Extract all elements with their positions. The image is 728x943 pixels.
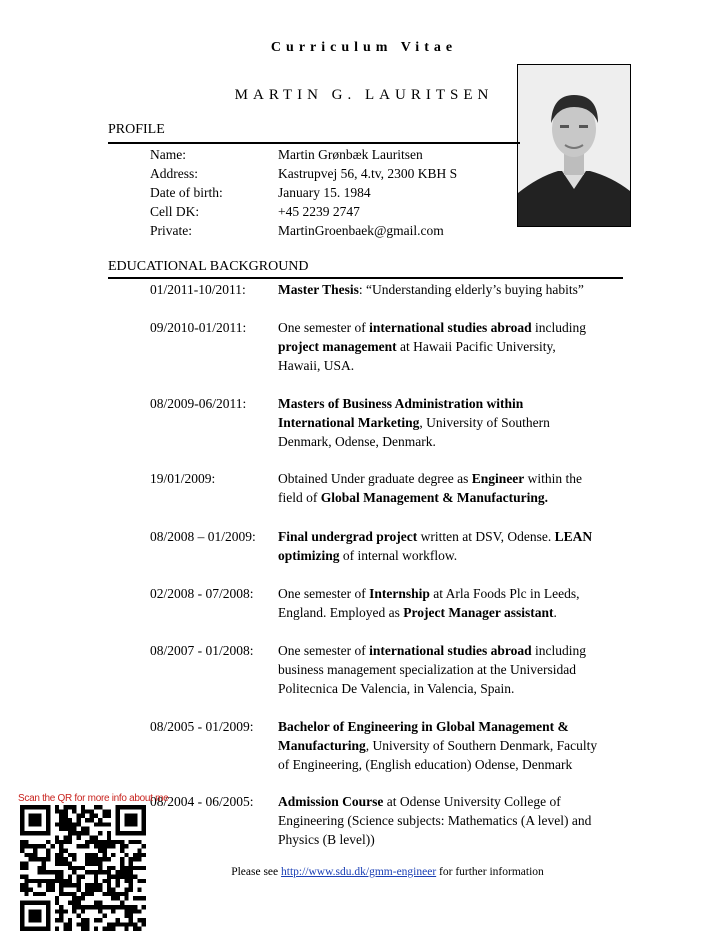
profile-label: Cell DK:	[150, 204, 200, 219]
profile-value: Kastrupvej 56, 4.tv, 2300 KBH S	[278, 166, 458, 181]
description-line	[278, 318, 623, 337]
emphasis-text: Manufacturing	[278, 738, 366, 753]
footer-text-after: for further information	[436, 866, 544, 878]
cv-title: Curriculum Vitae	[270, 40, 458, 55]
description-line	[278, 280, 623, 299]
emphasis-text: Admission Course	[278, 794, 384, 809]
profile-value: Martin Grønbæk Lauritsen	[278, 147, 423, 162]
education-heading: EDUCATIONAL BACKGROUND	[108, 259, 309, 274]
education-description	[278, 527, 623, 565]
profile-value: January 15. 1984	[278, 185, 371, 200]
footer-link[interactable]: http://www.sdu.dk/gmm-engineer	[281, 866, 437, 878]
education-date: 08/2008 – 01/2009:	[150, 529, 256, 544]
education-date: 08/2007 - 01/2008:	[150, 643, 254, 658]
description-line	[278, 432, 623, 451]
emphasis-text: Bachelor of Engineering in Global Management &	[278, 719, 569, 734]
candidate-name: MARTIN G. LAURITSEN	[234, 87, 494, 103]
description-line	[278, 603, 623, 622]
description-line	[278, 811, 623, 830]
emphasis-text: international studies abroad	[369, 643, 532, 658]
description-line	[278, 413, 623, 432]
qr-caption: Scan the QR for more info about me	[18, 793, 169, 804]
education-rule	[108, 277, 623, 279]
emphasis-text: Engineer	[471, 471, 525, 486]
profile-value: MartinGroenbaek@gmail.com	[278, 223, 444, 238]
education-date: 08/2005 - 01/2009:	[150, 719, 254, 734]
profile-rule	[108, 142, 520, 144]
description-line	[278, 584, 623, 603]
text-run: field of	[278, 490, 321, 505]
emphasis-text: optimizing	[278, 548, 340, 563]
description-line	[278, 356, 623, 375]
education-description	[278, 394, 623, 451]
education-date: 19/01/2009:	[150, 471, 216, 486]
emphasis-text: International Marketing	[278, 415, 420, 430]
profile-label: Address:	[150, 166, 198, 181]
text-run: Obtained Under graduate degree as	[278, 471, 472, 486]
description-line	[278, 337, 623, 356]
text-run: One semester of	[278, 320, 370, 335]
education-description	[278, 717, 623, 774]
education-date: 02/2008 - 07/2008:	[150, 586, 254, 601]
description-line	[278, 527, 623, 546]
education-description	[278, 280, 623, 299]
description-line	[278, 792, 623, 811]
education-description	[278, 792, 623, 849]
emphasis-text: Project Manager assistant	[403, 605, 554, 620]
description-line	[278, 394, 623, 413]
education-description	[278, 641, 623, 698]
description-line	[278, 736, 623, 755]
description-line	[278, 755, 623, 774]
description-line	[278, 830, 623, 849]
emphasis-text: Global Management & Manufacturing.	[320, 490, 548, 505]
profile-photo	[517, 64, 631, 227]
text-run: within the	[524, 471, 583, 486]
education-description	[278, 318, 623, 375]
text-run: of Engineering, (English education) Odense, Denmark	[278, 757, 573, 772]
description-line	[278, 546, 623, 565]
profile-heading: PROFILE	[108, 122, 165, 137]
text-run: written at DSV, Odense.	[417, 529, 555, 544]
text-run: Engineering (Science subjects: Mathematics (A level) and	[278, 813, 592, 828]
emphasis-text: Internship	[369, 586, 430, 601]
profile-label: Date of birth:	[150, 185, 223, 200]
education-description	[278, 469, 623, 507]
footer-note	[0, 866, 728, 878]
text-run: at Arla Foods Plc in Leeds,	[429, 586, 580, 601]
profile-label: Private:	[150, 223, 192, 238]
description-line	[278, 488, 623, 507]
text-run: One semester of	[278, 586, 370, 601]
emphasis-text: project management	[278, 339, 397, 354]
text-run: , University of Southern	[419, 415, 550, 430]
text-run: at Odense University College of	[383, 794, 561, 809]
description-line	[278, 641, 623, 660]
education-date: 09/2010-01/2011:	[150, 320, 247, 335]
text-run: Physics (B level))	[278, 832, 375, 847]
description-line	[278, 660, 623, 679]
text-run: business management specialization at the Universidad	[278, 662, 577, 677]
text-run: , University of Southern Denmark, Faculty	[365, 738, 598, 753]
description-line	[278, 469, 623, 488]
education-date: 01/2011-10/2011:	[150, 282, 246, 297]
description-line	[278, 717, 623, 736]
description-line	[278, 679, 623, 698]
text-run: Politecnica De Valencia, in Valencia, Spain.	[278, 681, 515, 696]
text-run: : “Understanding elderly’s buying habits”	[358, 282, 584, 297]
emphasis-text: Master Thesis	[278, 282, 359, 297]
profile-value: +45 2239 2747	[278, 204, 360, 219]
education-description	[278, 584, 623, 622]
text-run: of internal workflow.	[339, 548, 458, 563]
emphasis-text: Final undergrad project	[278, 529, 418, 544]
text-run: One semester of	[278, 643, 370, 658]
emphasis-text: Masters of Business Administration within	[278, 396, 524, 411]
text-run: including	[531, 320, 586, 335]
footer-text-before: Please see	[231, 866, 282, 878]
text-run: Denmark, Odense, Denmark.	[278, 434, 436, 449]
text-run: England. Employed as	[278, 605, 404, 620]
text-run: Hawaii, USA.	[278, 358, 355, 373]
emphasis-text: LEAN	[554, 529, 593, 544]
text-run: at Hawaii Pacific University,	[396, 339, 556, 354]
text-run: .	[553, 605, 557, 620]
profile-label: Name:	[150, 147, 186, 162]
education-date: 08/2009-06/2011:	[150, 396, 247, 411]
emphasis-text: international studies abroad	[369, 320, 532, 335]
education-date: 08/2004 - 06/2005:	[150, 794, 254, 809]
text-run: including	[531, 643, 586, 658]
